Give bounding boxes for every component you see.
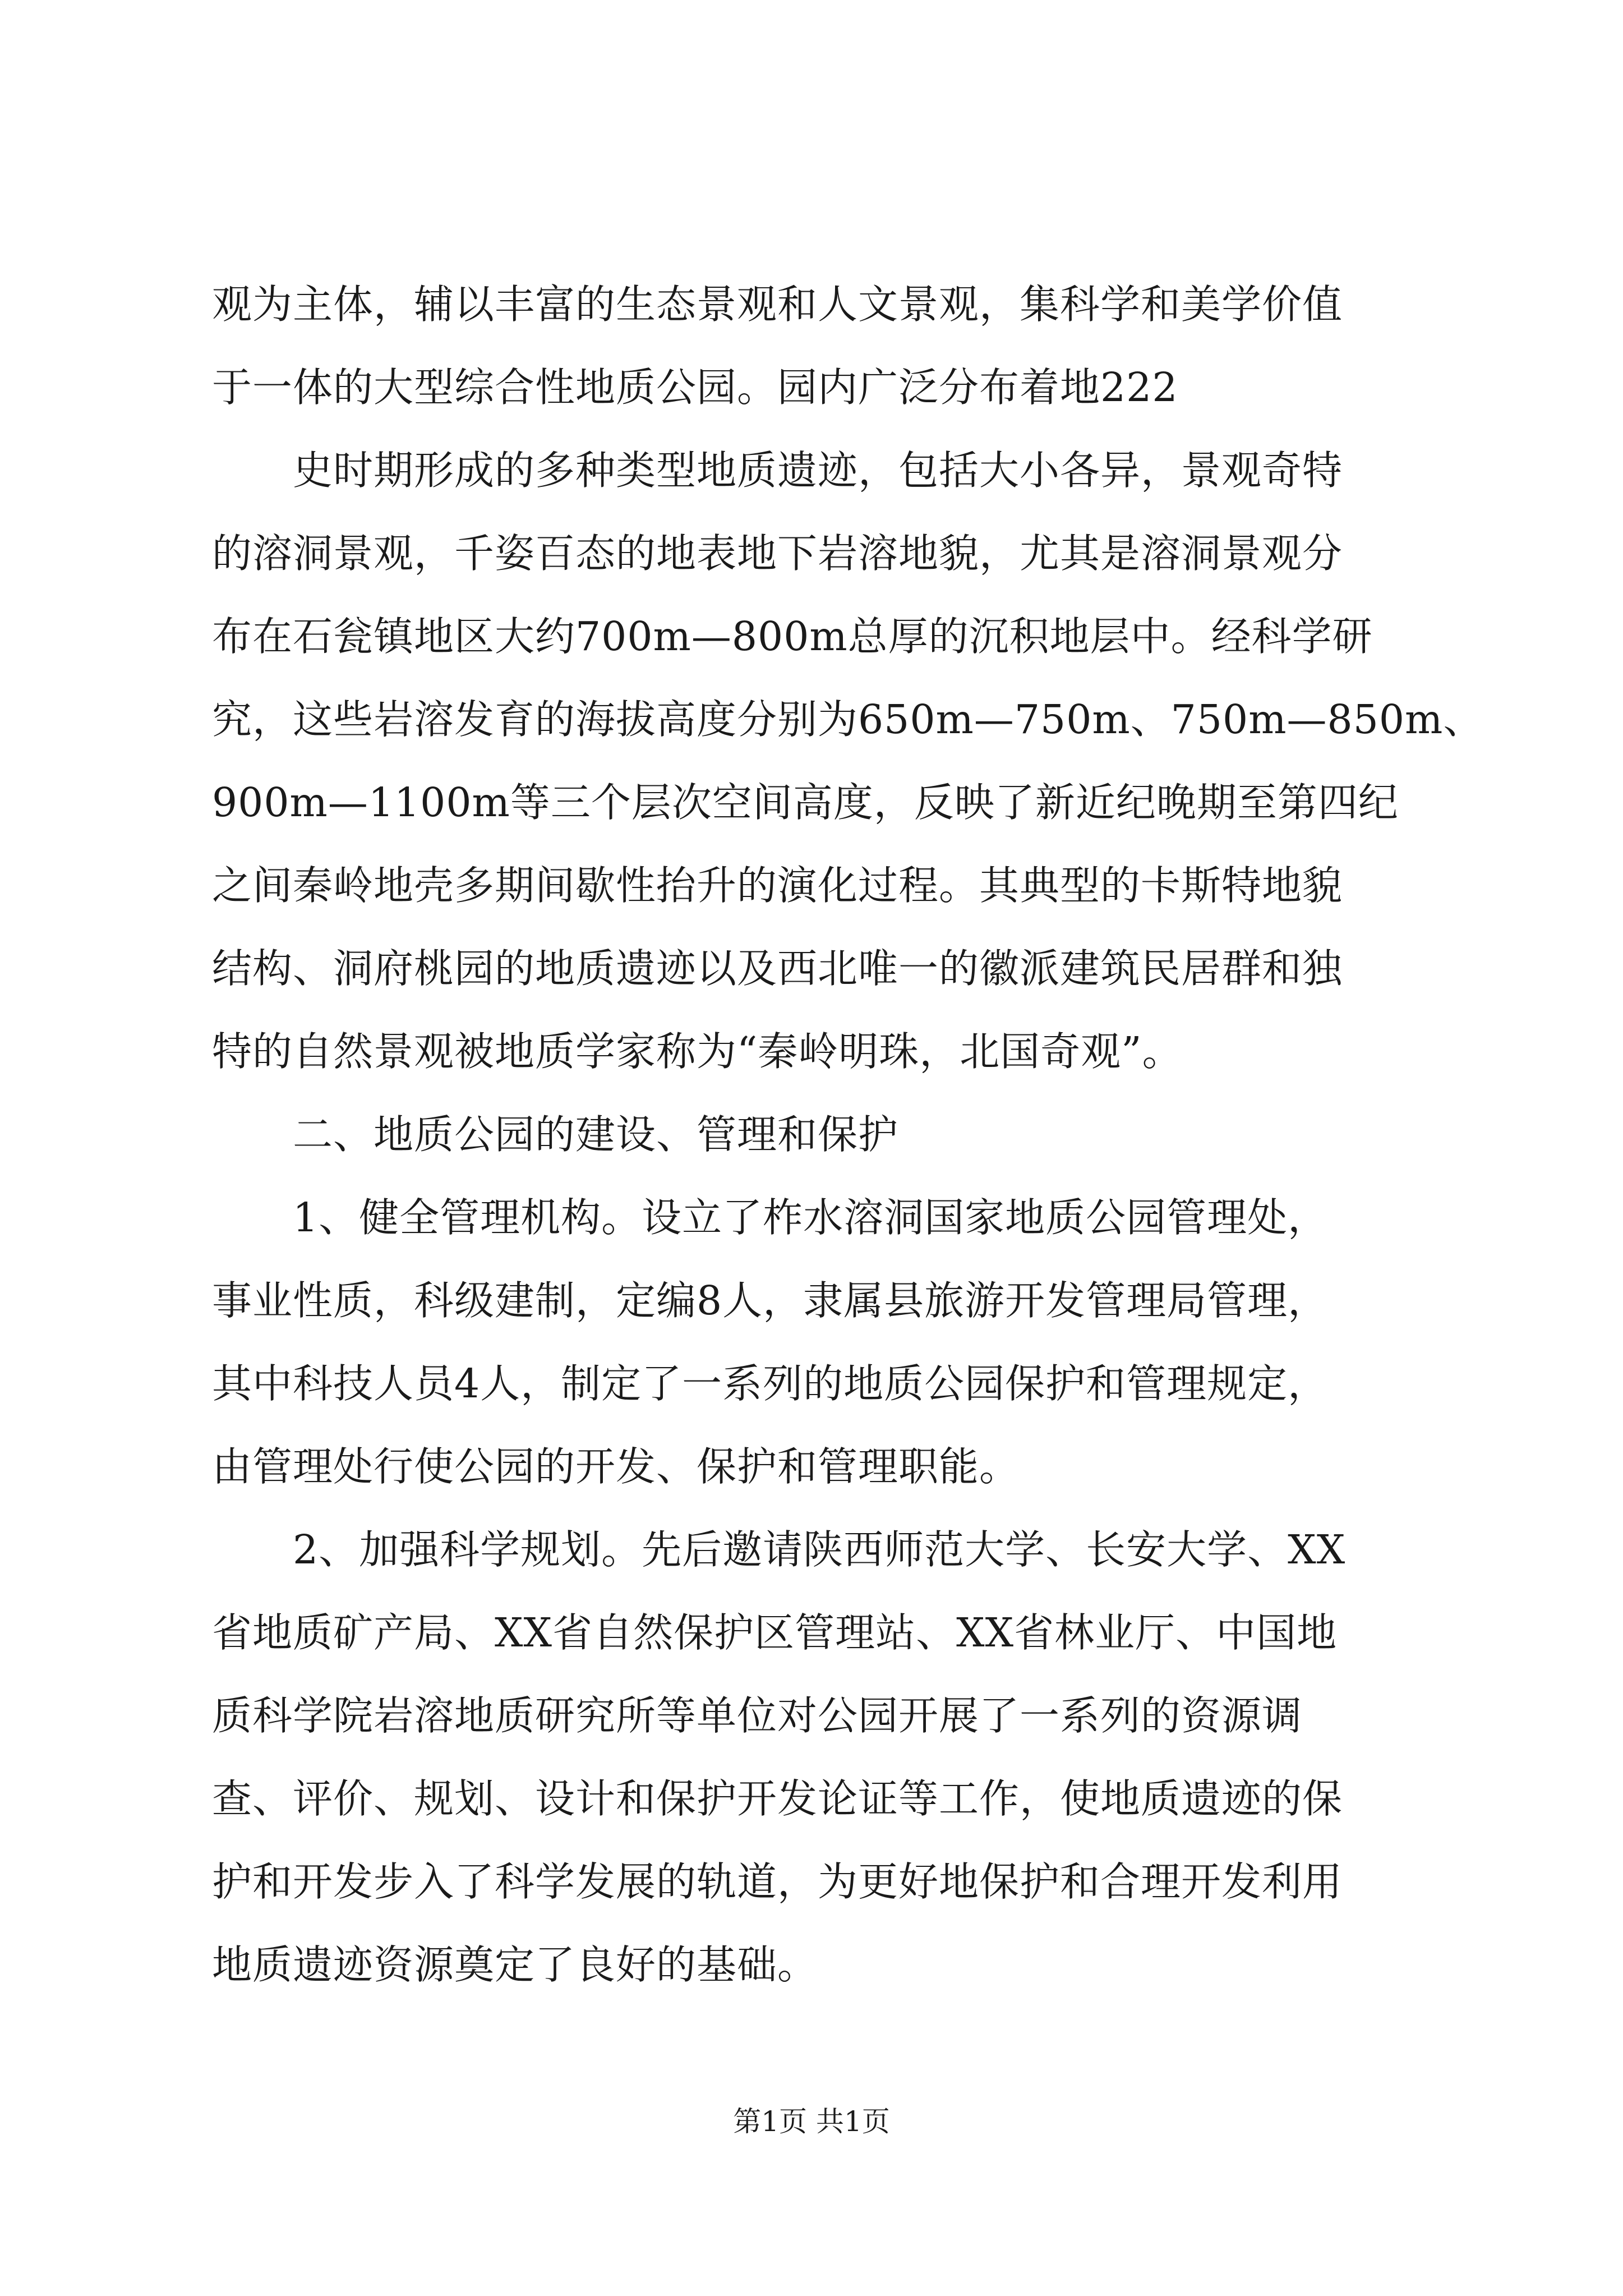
text-line: 2、加强科学规划。先后邀请陕西师范大学、长安大学、XX [293, 1526, 1346, 1573]
text-line: 省地质矿产局、XX省自然保护区管理站、XX省林业厅、中国地 [212, 1609, 1338, 1656]
page-footer [0, 2099, 1623, 2139]
text-line: 查、评价、规划、设计和保护开发论证等工作，使地质遗迹的保 [212, 1775, 1343, 1822]
text-line: 事业性质，科级建制，定编8人，隶属县旅游开发管理局管理， [212, 1277, 1329, 1324]
text-line: 究，这些岩溶发育的海拔高度分别为650m—750m、750m—850m、 [212, 696, 1484, 743]
text-line: 之间秦岭地壳多期间歇性抬升的演化过程。其典型的卡斯特地貌 [212, 862, 1343, 909]
text-line: 特的自然景观被地质学家称为“秦岭明珠，北国奇观”。 [212, 1028, 1183, 1075]
text-line: 史时期形成的多种类型地质遗迹，包括大小各异，景观奇特 [293, 447, 1343, 494]
text-line: 1、健全管理机构。设立了柞水溶洞国家地质公园管理处， [293, 1194, 1329, 1241]
text-line: 900m—1100m等三个层次空间高度，反映了新近纪晚期至第四纪 [212, 779, 1399, 826]
text-line: 质科学院岩溶地质研究所等单位对公园开展了一系列的资源调 [212, 1692, 1303, 1739]
text-line: 护和开发步入了科学发展的轨道，为更好地保护和合理开发利用 [212, 1858, 1343, 1905]
text-line: 于一体的大型综合性地质公园。园内广泛分布着地222 [212, 364, 1178, 411]
page-number-label: 第1页 共1页 [733, 2105, 890, 2138]
text-line: 结构、洞府桃园的地质遗迹以及西北唯一的徽派建筑民居群和独 [212, 945, 1343, 992]
text-line: 的溶洞景观，千姿百态的地表地下岩溶地貌，尤其是溶洞景观分 [212, 530, 1343, 577]
text-line: 观为主体，辅以丰富的生态景观和人文景观，集科学和美学价值 [212, 281, 1343, 328]
section-heading: 二、地质公园的建设、管理和保护 [293, 1111, 899, 1158]
text-line: 地质遗迹资源奠定了良好的基础。 [212, 1941, 818, 1988]
text-line: 由管理处行使公园的开发、保护和管理职能。 [212, 1443, 1020, 1490]
text-line: 其中科技人员4人，制定了一系列的地质公园保护和管理规定， [212, 1360, 1329, 1407]
document-body [212, 263, 1484, 2007]
text-line: 布在石瓮镇地区大约700m—800m总厚的沉积地层中。经科学研 [212, 613, 1373, 660]
